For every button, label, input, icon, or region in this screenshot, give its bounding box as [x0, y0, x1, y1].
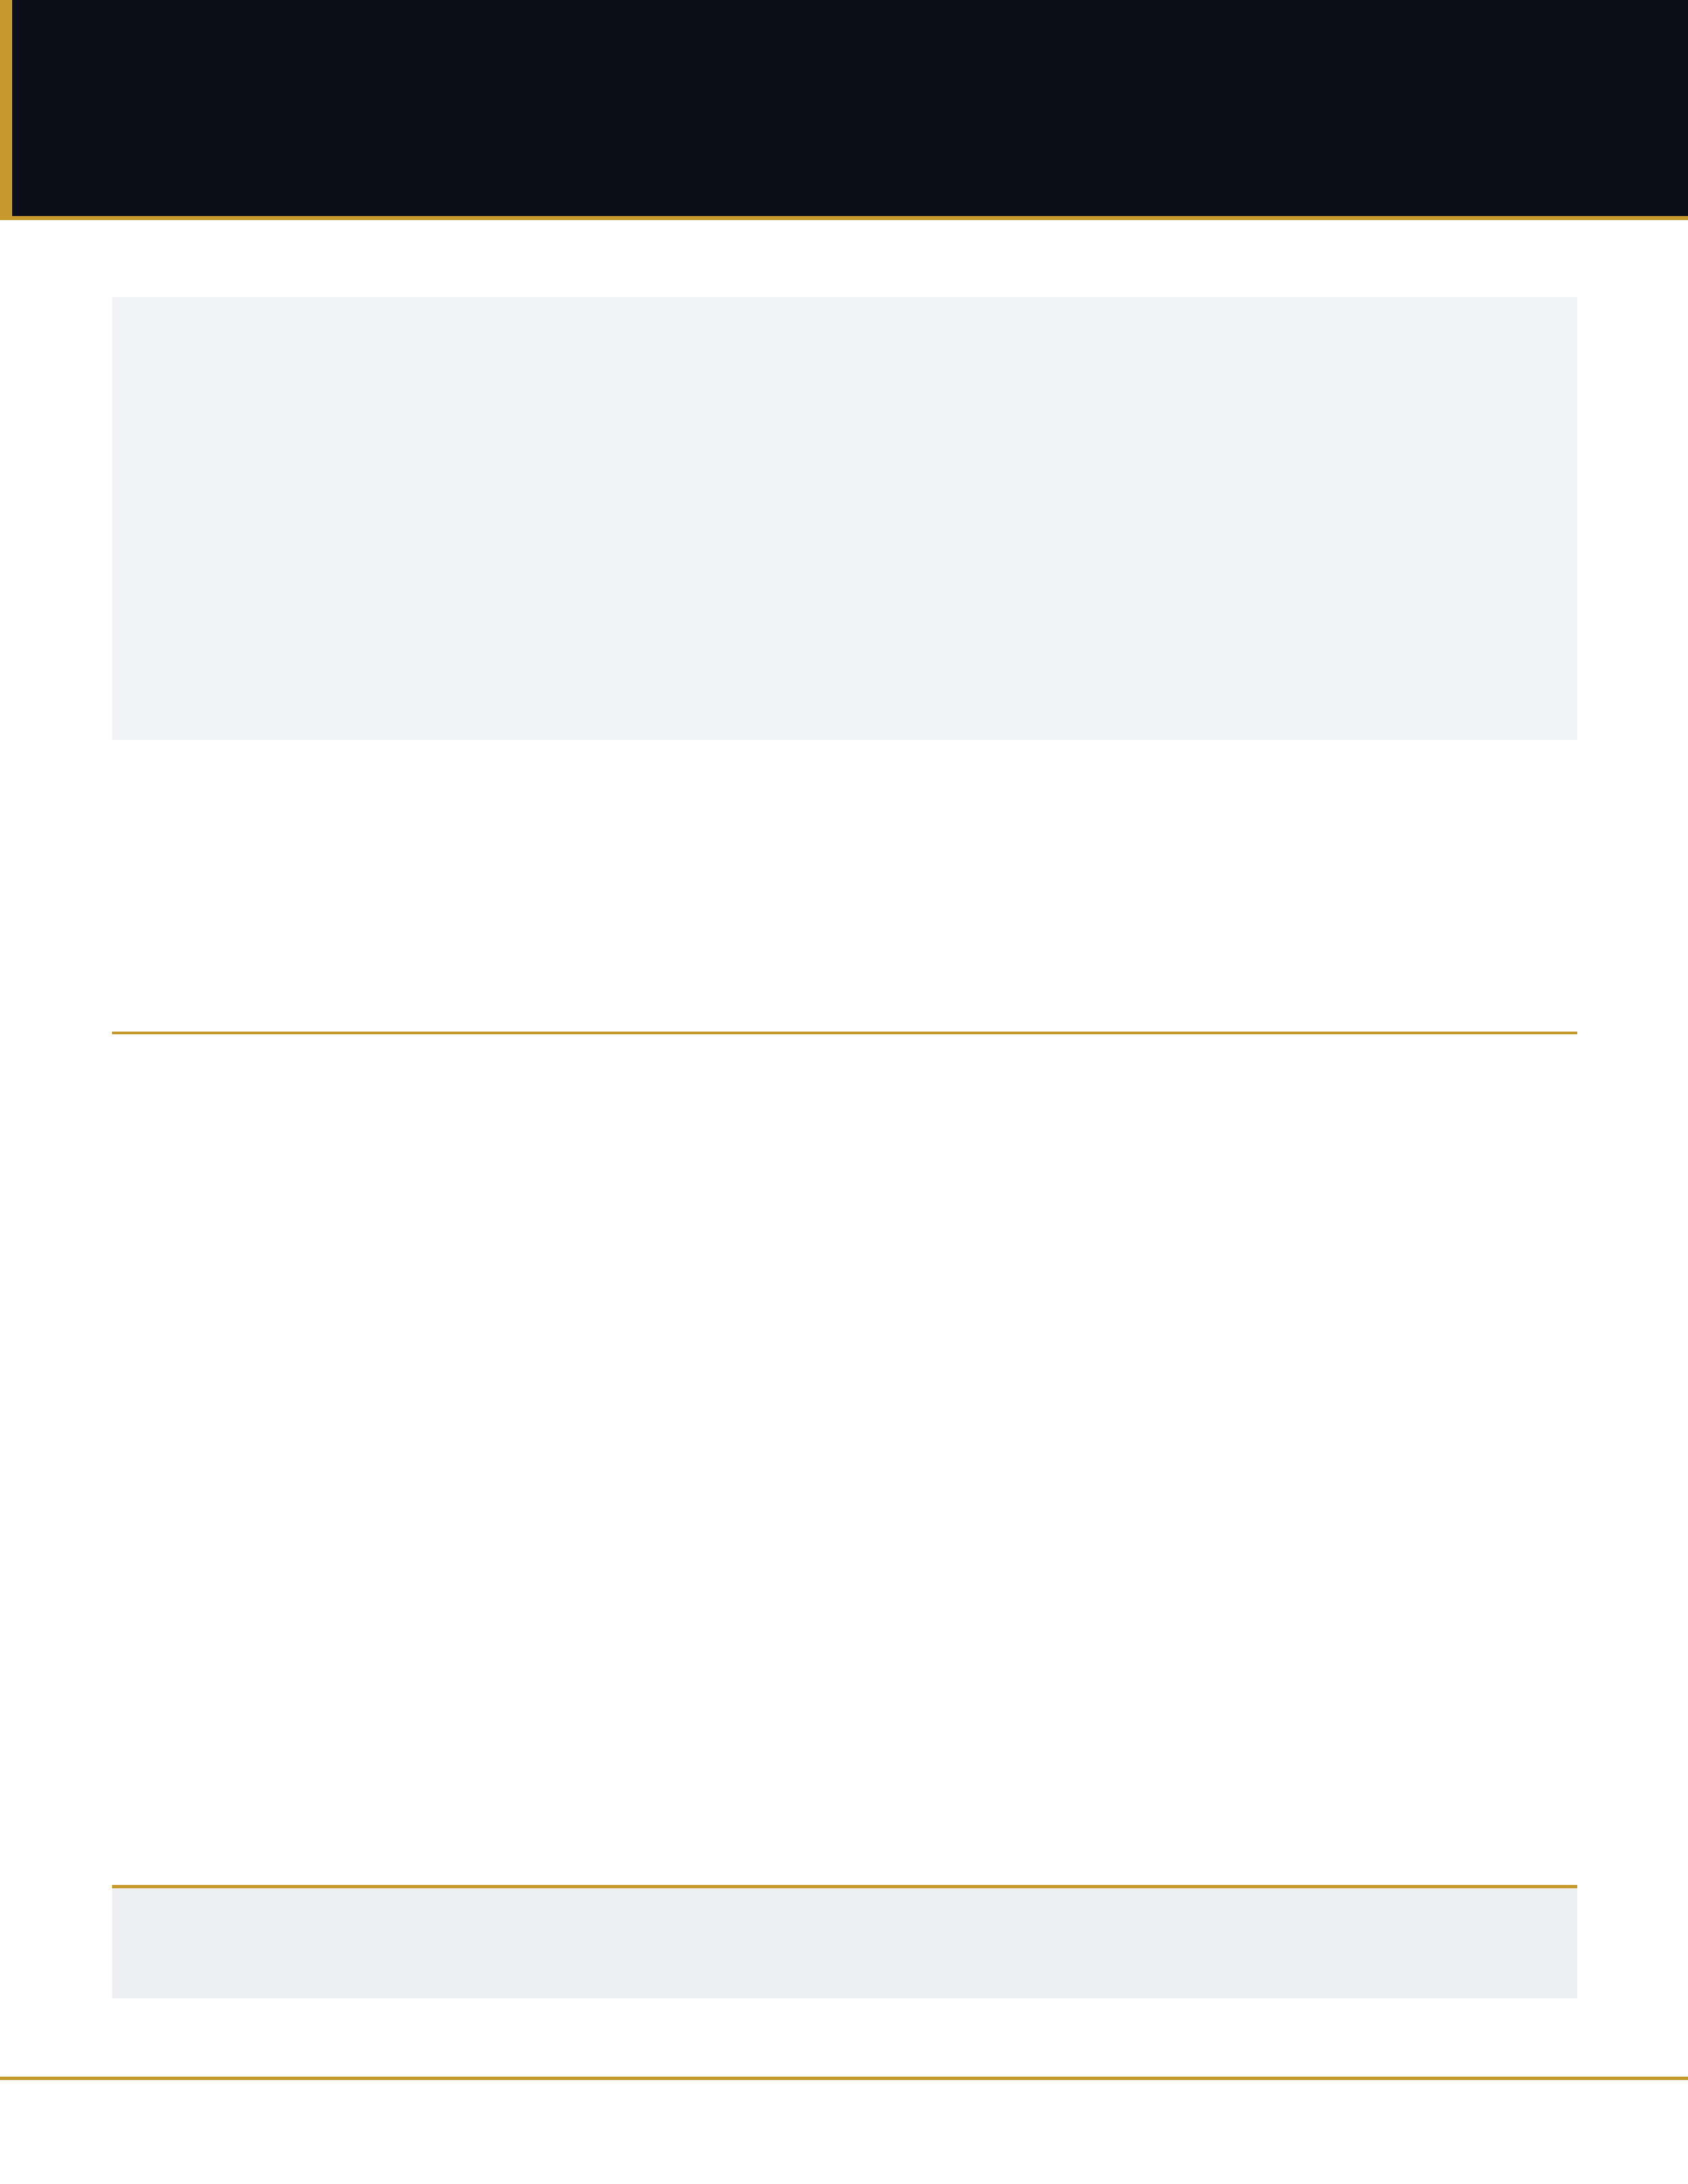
page-header: [0, 0, 1688, 220]
histogram-svg: [112, 297, 1577, 740]
header-accent-bar: [0, 0, 12, 216]
exposure-cards: [112, 789, 1577, 1014]
histogram-background: [112, 297, 1577, 740]
histogram-chart: [112, 297, 1577, 740]
pull-quote: [112, 1885, 1577, 1998]
footer-divider: [0, 2077, 1688, 2080]
pro-tip-heading: [112, 1030, 1577, 1034]
